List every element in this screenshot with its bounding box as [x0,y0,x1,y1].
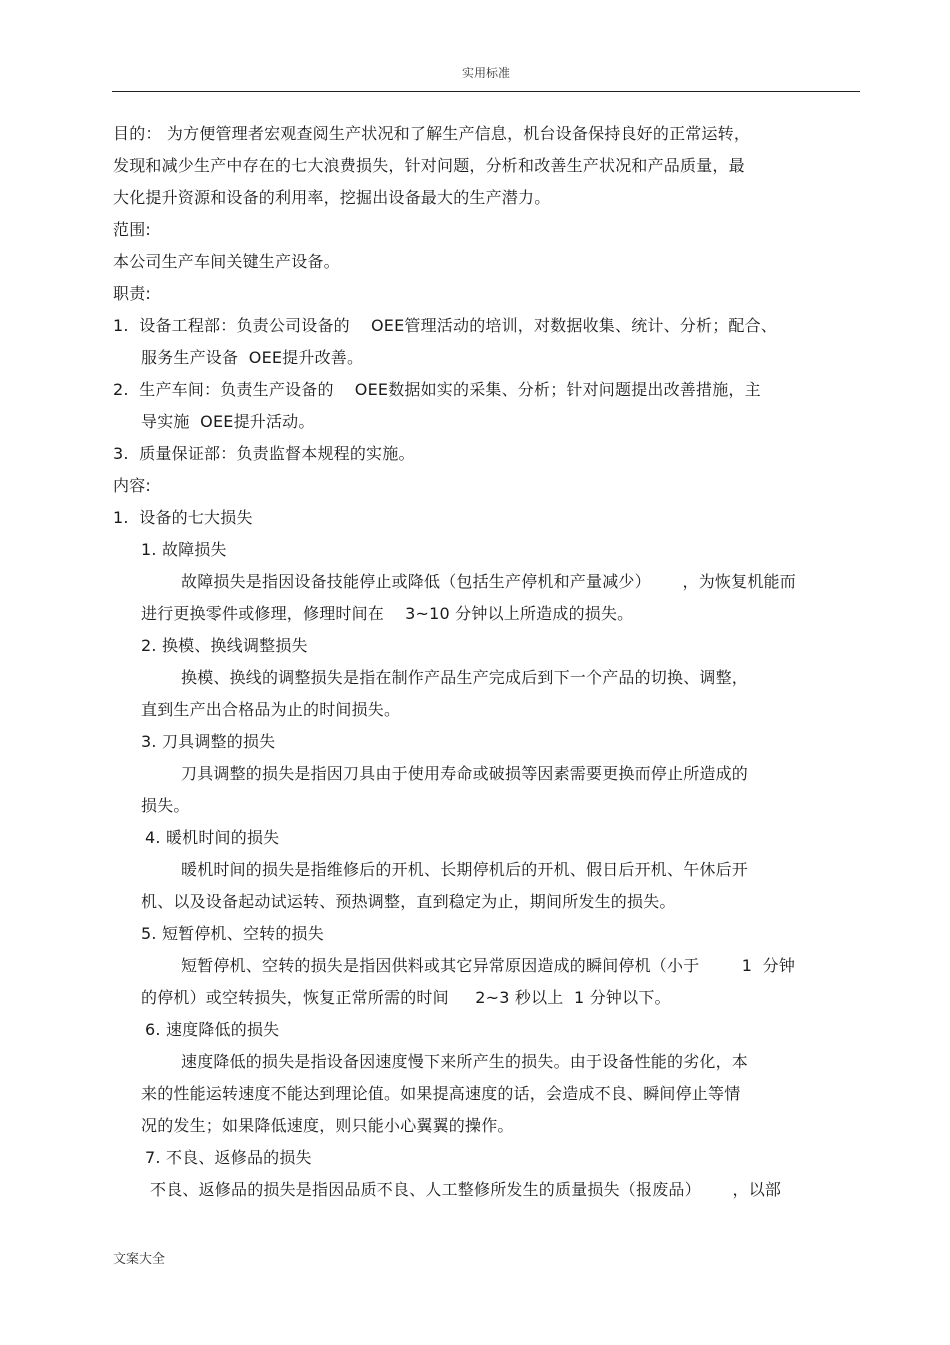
loss-4-line-1: 暖机时间的损失是指维修后的开机、长期停机后的开机、假日后开机、午休后开 [181,860,749,879]
loss-1-line-1: 故障损失是指因设备技能停止或降低（包括生产停机和产量减少） ，为恢复机能而 [181,572,796,591]
purpose-line-3: 大化提升资源和设备的利用率，挖掘出设备最大的生产潜力。 [113,188,551,207]
duty-item-1-line-2: 服务生产设备 OEE提升改善。 [141,348,364,367]
loss-7-line-1: 不良、返修品的损失是指因品质不良、人工整修所发生的质量损失（报废品） ，以部 [150,1180,782,1199]
loss-5-line-1: 短暂停机、空转的损失是指因供料或其它异常原因造成的瞬间停机（小于 1 分钟 [181,956,796,975]
loss-2-line-2: 直到生产出合格品为止的时间损失。 [141,700,401,719]
header-divider [112,91,860,92]
scope-heading: 范围: [113,220,151,239]
duty-item-2-line-1: 2. 生产车间：负责生产设备的 OEE数据如实的采集、分析；针对问题提出改善措施，主 [113,380,761,399]
loss-5-title: 5. 短暂停机、空转的损失 [141,924,324,943]
loss-6-line-3: 况的发生；如果降低速度，则只能小心翼翼的操作。 [141,1116,514,1135]
duty-heading: 职责: [113,284,151,303]
page-header: 实用标准 [461,66,510,80]
loss-3-title: 3. 刀具调整的损失 [141,732,276,751]
loss-6-title: 6. 速度降低的损失 [145,1020,280,1039]
loss-1-line-2: 进行更换零件或修理，修理时间在 3~10 分钟以上所造成的损失。 [141,604,634,623]
scope-text: 本公司生产车间关键生产设备。 [113,252,340,271]
duty-item-2-line-2: 导实施 OEE提升活动。 [141,412,315,431]
loss-2-title: 2. 换模、换线调整损失 [141,636,308,655]
purpose-line-1: 目的： 为方便管理者宏观查阅生产状况和了解生产信息，机台设备保持良好的正常运转， [113,124,751,143]
loss-3-line-1: 刀具调整的损失是指因刀具由于使用寿命或破损等因素需要更换而停止所造成的 [181,764,749,783]
content-heading: 内容: [113,476,151,495]
loss-6-line-1: 速度降低的损失是指设备因速度慢下来所产生的损失。由于设备性能的劣化，本 [181,1052,749,1071]
duty-item-3: 3. 质量保证部：负责监督本规程的实施。 [113,444,415,463]
purpose-line-2: 发现和减少生产中存在的七大浪费损失，针对问题，分析和改善生产状况和产品质量，最 [113,156,745,175]
loss-6-line-2: 来的性能运转速度不能达到理论值。如果提高速度的话，会造成不良、瞬间停止等情 [141,1084,741,1103]
loss-4-title: 4. 暖机时间的损失 [145,828,280,847]
page-footer: 文案大全 [113,1252,166,1267]
content-item-1: 1. 设备的七大损失 [113,508,253,527]
loss-5-line-2: 的停机）或空转损失，恢复正常所需的时间 2~3 秒以上 1 分钟以下。 [141,988,671,1007]
duty-item-1-line-1: 1. 设备工程部：负责公司设备的 OEE管理活动的培训，对数据收集、统计、分析；配合、 [113,316,777,335]
loss-7-title: 7. 不良、返修品的损失 [145,1148,312,1167]
loss-3-line-2: 损失。 [141,796,190,815]
loss-1-title: 1. 故障损失 [141,540,227,559]
loss-2-line-1: 换模、换线的调整损失是指在制作产品生产完成后到下一个产品的切换、调整， [181,668,749,687]
loss-4-line-2: 机、以及设备起动试运转、预热调整，直到稳定为止，期间所发生的损失。 [141,892,676,911]
